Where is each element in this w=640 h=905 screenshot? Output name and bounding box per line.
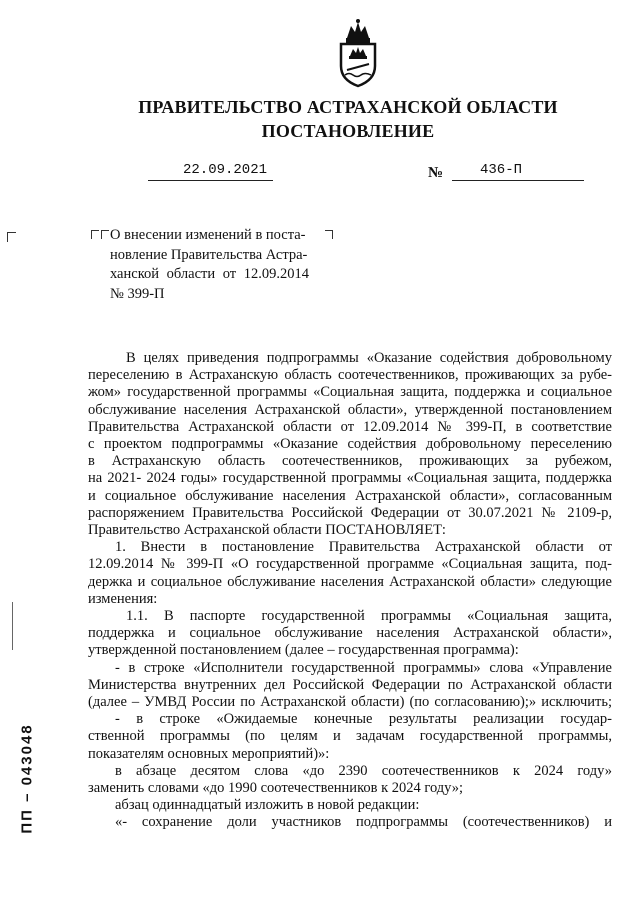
date-underline — [148, 180, 273, 181]
body-line: 1.1. В паспорте государственной программы «Социальная защита, — [126, 608, 612, 625]
body-line: держка и социальное обслуживание населения Астраханской области» следующие — [88, 573, 612, 590]
subject-line: № 399-П — [110, 285, 165, 302]
coat-of-arms-icon — [333, 18, 383, 88]
body-line: на 2021- 2024 годы» государственной программы «Социальная защита, поддержка — [88, 470, 612, 487]
body-line: заменить словами «до 1990 соотечественников к 2024 году»; — [88, 780, 464, 797]
body-line: обслуживание населения Астраханской области», утвержденной постановлением — [88, 401, 612, 418]
body-line: изменения: — [88, 590, 158, 607]
subject-corner-mark-left-inner — [101, 230, 109, 239]
number-underline — [452, 180, 584, 181]
body-line: в абзаце десятом слова «до 2390 соотечественников к 2024 году» — [115, 762, 612, 779]
subject-line: О внесении изменений в поста- — [110, 227, 306, 243]
margin-corner-mark — [7, 232, 16, 242]
body-line: В целях приведения подпрограммы «Оказание содействия добровольному — [126, 350, 612, 366]
document-number: 436-П — [480, 162, 523, 178]
body-line: поддержка и социальное обслуживание населения Астраханской области», — [88, 625, 612, 642]
body-line: 1. Внести в постановление Правительства Астраханской области от — [115, 539, 612, 556]
document-body — [88, 350, 612, 832]
subject-line: новление Правительства Астра- — [110, 246, 308, 263]
body-line: - в строке «Исполнители государственной программы» слова «Управление — [115, 659, 612, 676]
document-date: 22.09.2021 — [183, 162, 268, 178]
body-line: (далее – УМВД России по Астраханской области) (по согласованию);» исключить; — [88, 694, 612, 711]
body-line: утвержденной постановлением (далее – государственная программа): — [88, 642, 519, 659]
body-line: Правительство Астраханской области ПОСТАНОВЛЯЕТ: — [88, 522, 446, 539]
body-line: распоряжением Правительства Российской Федерации от 30.07.2021 № 2109-р, — [88, 504, 612, 521]
document-subject — [110, 226, 332, 304]
number-sign: № — [428, 165, 444, 181]
body-line: и социальное обслуживание населения Астраханской области», согласованным — [88, 487, 612, 504]
form-serial-code: ПП – 043048 — [18, 723, 36, 834]
body-line: переселению в Астраханскую область соотечественников, проживающих за рубе- — [88, 367, 612, 384]
subject-corner-mark-left — [91, 230, 99, 239]
margin-bar — [12, 602, 13, 650]
body-line: в Астраханскую область соотечественников, проживающих за рубежом, — [88, 453, 612, 470]
subject-line: ханской области от 12.09.2014 — [110, 266, 309, 282]
body-line: жом» государственной программы «Социальная защита, поддержка и социальное — [88, 384, 612, 401]
body-line: Правительства Астраханской области от 12.09.2014 № 399-П, в соответствие — [88, 418, 612, 435]
organization-title: ПРАВИТЕЛЬСТВО АСТРАХАНСКОЙ ОБЛАСТИ — [138, 97, 558, 117]
body-line: с проектом подпрограммы «Оказание содействия добровольному переселению — [88, 436, 612, 453]
body-line: Министерства внутренних дел Российской Федерации по Астраханской области — [88, 676, 612, 693]
body-line: 12.09.2014 № 399-П «О государственной программе «Социальная защита, под- — [88, 556, 612, 573]
body-line: «- сохранение доли участников подпрограммы (соотечественников) и — [115, 814, 612, 831]
body-line: - в строке «Ожидаемые конечные результаты реализации государ- — [115, 711, 612, 728]
body-line: ственной программы (по целям и задачам государственной программы, — [88, 728, 612, 745]
body-line: абзац одиннадцатый изложить в новой редакции: — [115, 797, 420, 814]
document-type-title: ПОСТАНОВЛЕНИЕ — [261, 121, 435, 141]
body-line: показателям основных мероприятий)»: — [88, 745, 330, 762]
